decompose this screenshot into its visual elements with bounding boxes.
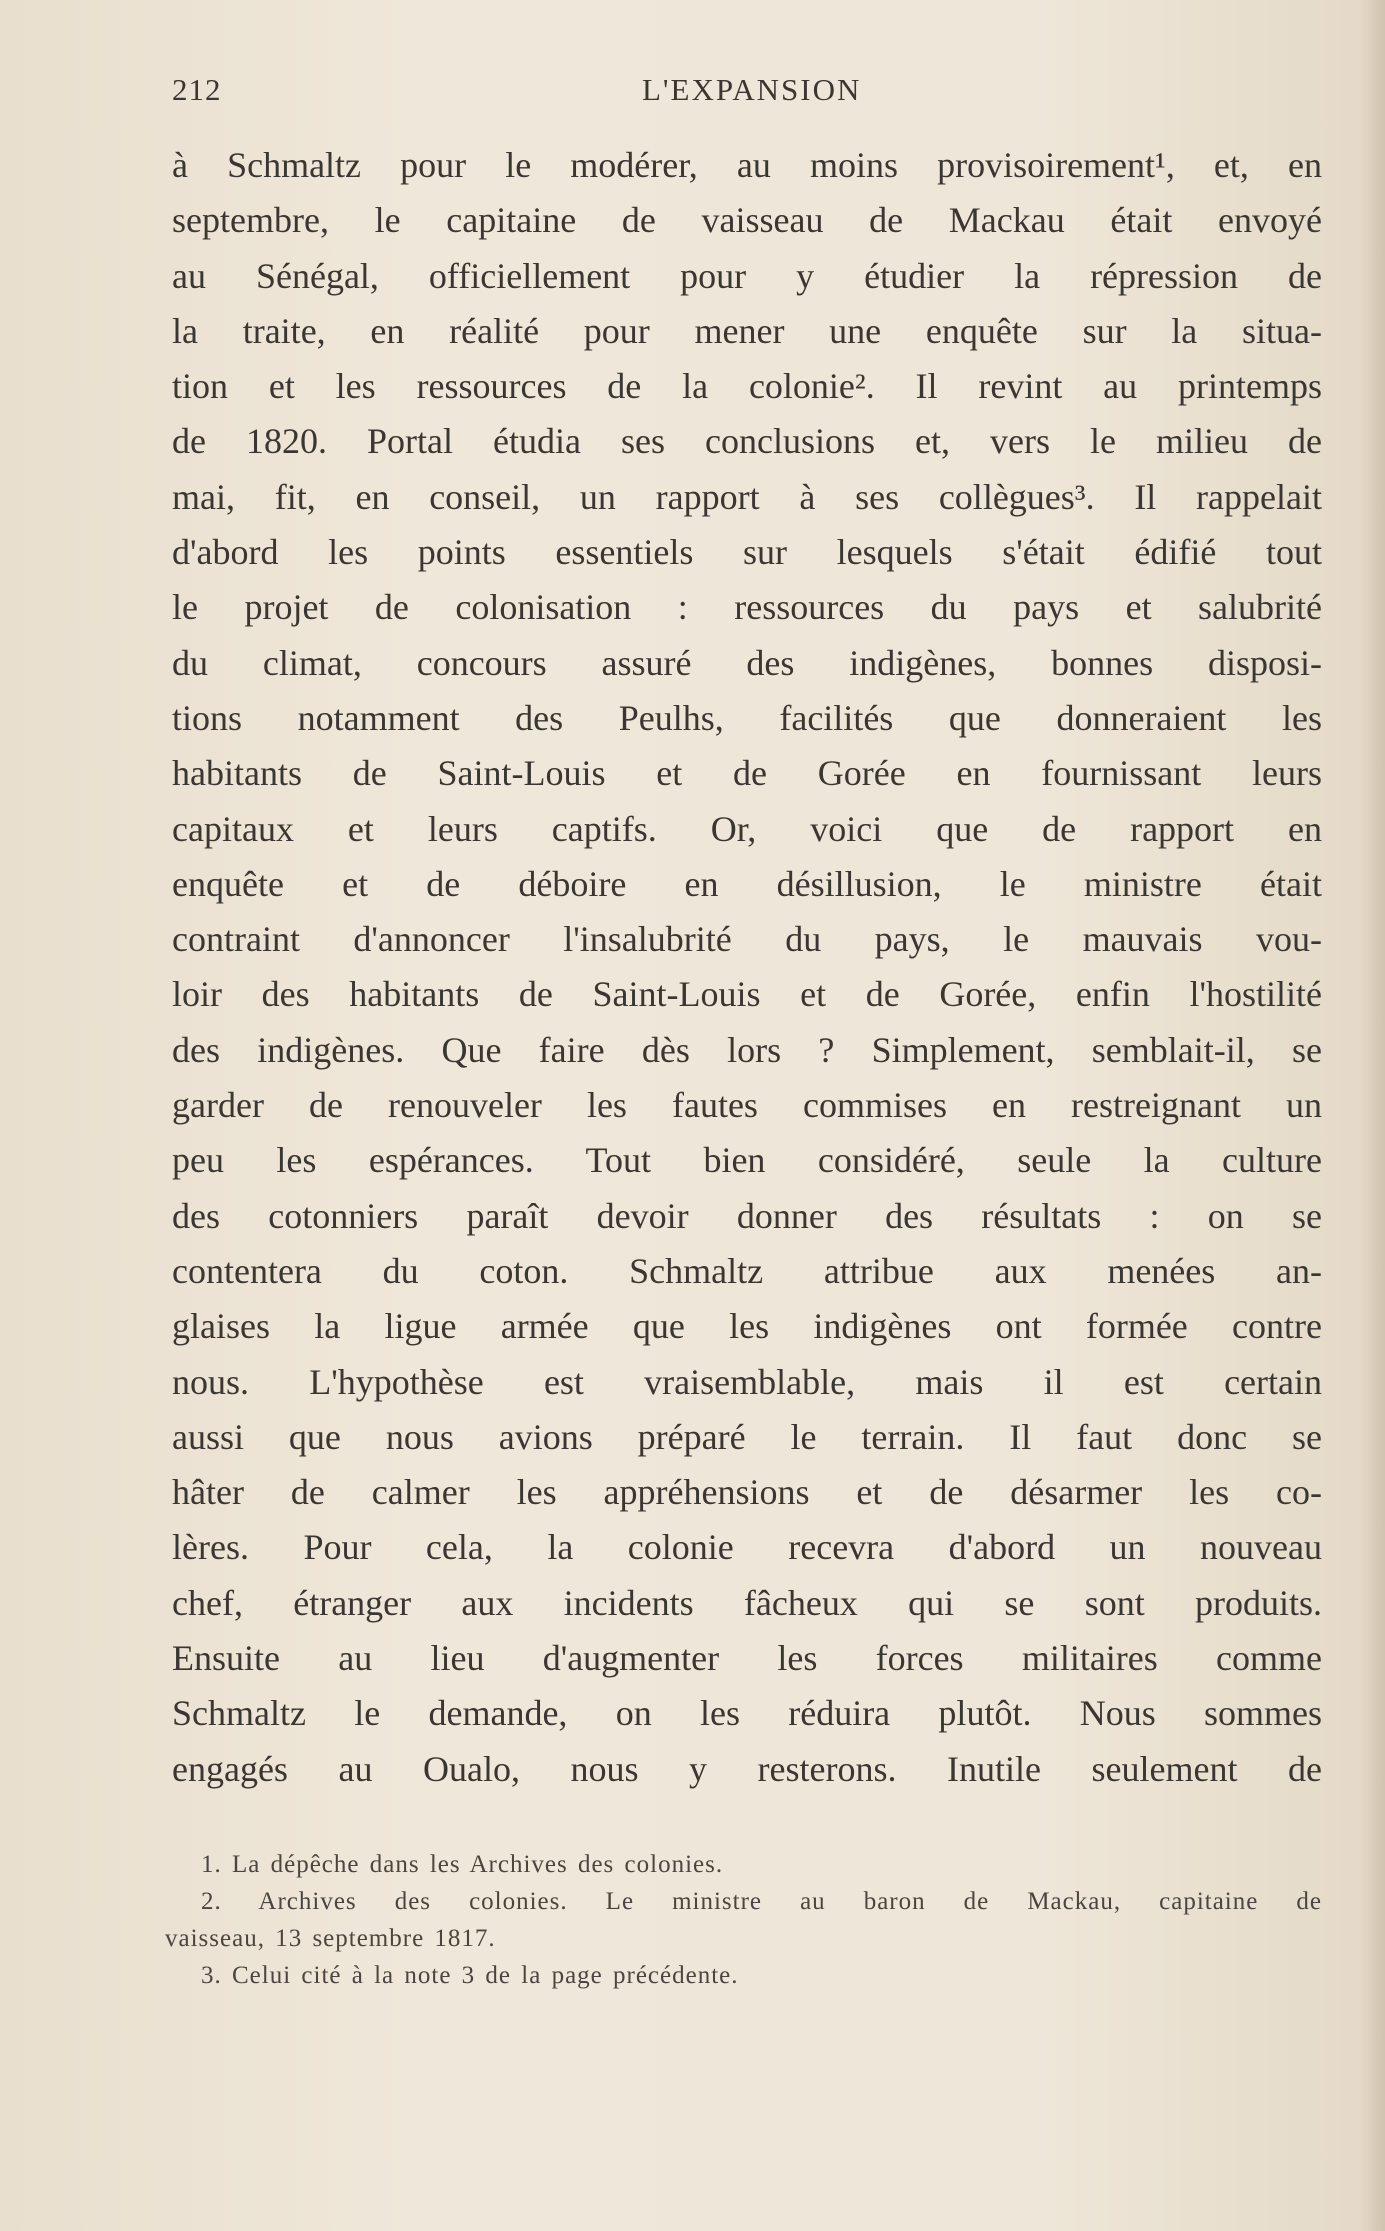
text-line: peu les espérances. Tout bien considéré, seule la culture — [172, 1140, 1322, 1181]
text-line: nous. L'hypothèse est vraisemblable, mais il est certain — [172, 1361, 1322, 1402]
footnote-2-continued: vaisseau, 13 septembre 1817. — [165, 1925, 496, 1952]
text-line: hâter de calmer les appréhensions et de désarmer les co- — [172, 1472, 1322, 1513]
page-edge-shadow — [1359, 0, 1385, 2231]
text-line: le projet de colonisation : ressources du pays et salubrité — [172, 587, 1322, 628]
text-line: d'abord les points essentiels sur lesquels s'était édifié tout — [172, 532, 1322, 573]
text-line: habitants de Saint-Louis et de Gorée en fournissant leurs — [172, 753, 1322, 794]
text-line: des cotonniers paraît devoir donner des résultats : on se — [172, 1195, 1322, 1236]
body-text — [172, 138, 1322, 1797]
text-line: garder de renouveler les fautes commises en restreignant un — [172, 1085, 1322, 1126]
text-line: engagés au Oualo, nous y resterons. Inutile seulement de — [172, 1748, 1322, 1789]
text-line: chef, étranger aux incidents fâcheux qui se sont produits. — [172, 1582, 1322, 1623]
text-line: enquête et de déboire en désillusion, le ministre était — [172, 863, 1322, 904]
text-line: contentera du coton. Schmaltz attribue aux menées an- — [172, 1250, 1322, 1291]
page-number: 212 — [172, 72, 222, 107]
footnote-3: 3. Celui cité à la note 3 de la page précédente. — [201, 1962, 739, 1989]
text-line: aussi que nous avions préparé le terrain. Il faut donc se — [172, 1416, 1322, 1457]
text-line: à Schmaltz pour le modérer, au moins provisoirement¹, et, en — [172, 145, 1322, 185]
text-line: capitaux et leurs captifs. Or, voici que de rapport en — [172, 808, 1322, 849]
text-line: au Sénégal, officiellement pour y étudier la répression de — [172, 255, 1322, 296]
text-line: lères. Pour cela, la colonie recevra d'abord un nouveau — [172, 1527, 1322, 1568]
text-line: Schmaltz le demande, on les réduira plutôt. Nous sommes — [172, 1693, 1322, 1734]
footnote-2: 2. Archives des colonies. Le ministre au baron de Mackau, capitaine de — [201, 1888, 1322, 1915]
text-line: du climat, concours assuré des indigènes, bonnes disposi- — [172, 642, 1322, 683]
footnotes — [165, 1846, 1322, 1994]
text-line: contraint d'annoncer l'insalubrité du pays, le mauvais vou- — [172, 919, 1322, 960]
running-title: L'EXPANSION — [642, 72, 862, 107]
text-line: des indigènes. Que faire dès lors ? Simplement, semblait-il, se — [172, 1029, 1322, 1070]
footnote-1: 1. La dépêche dans les Archives des colonies. — [201, 1851, 724, 1878]
text-line: Ensuite au lieu d'augmenter les forces militaires comme — [172, 1638, 1322, 1679]
text-line: la traite, en réalité pour mener une enquête sur la situa- — [172, 310, 1322, 351]
text-line: mai, fit, en conseil, un rapport à ses collègues³. Il rappelait — [172, 476, 1322, 517]
page-header — [172, 72, 1322, 112]
text-line: loir des habitants de Saint-Louis et de Gorée, enfin l'hostilité — [172, 974, 1322, 1015]
text-line: septembre, le capitaine de vaisseau de Mackau était envoyé — [172, 200, 1322, 241]
text-line: tion et les ressources de la colonie². Il revint au printemps — [172, 366, 1322, 407]
text-line: glaises la ligue armée que les indigènes ont formée contre — [172, 1306, 1322, 1347]
text-line: de 1820. Portal étudia ses conclusions et, vers le milieu de — [172, 421, 1322, 462]
text-line: tions notamment des Peulhs, facilités que donneraient les — [172, 697, 1322, 738]
